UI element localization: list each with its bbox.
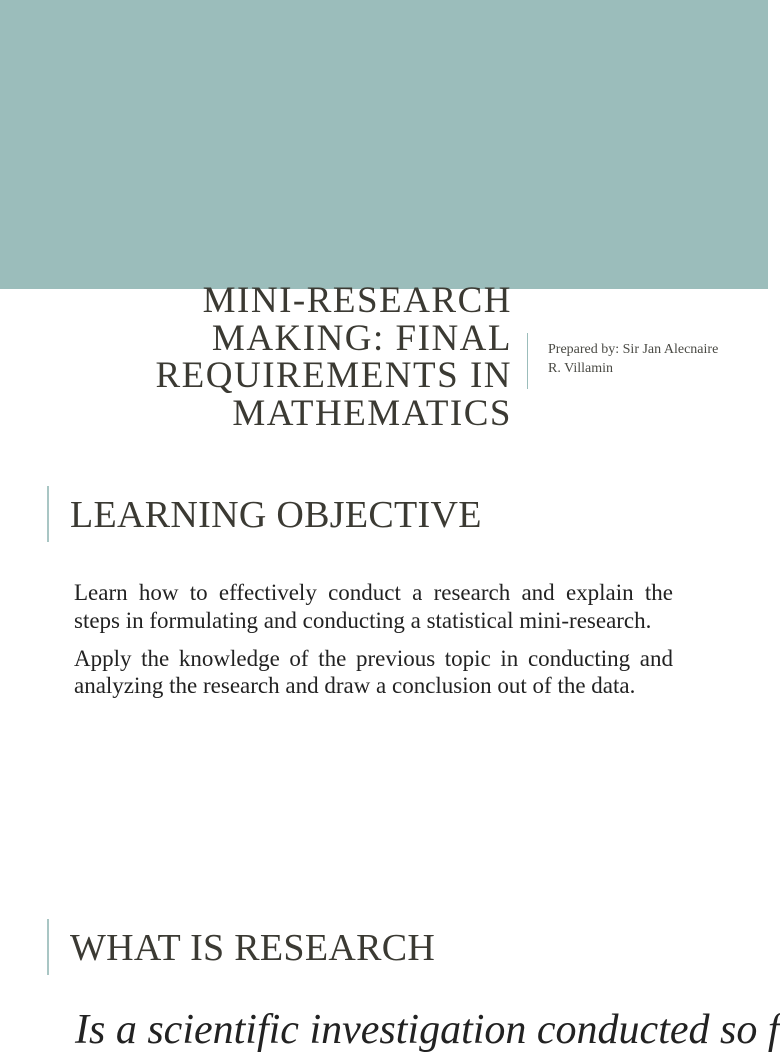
objective-paragraph: Learn how to effectively conduct a research and explain the steps in formulating and conducting a statistical mini-research. (74, 580, 673, 633)
what-is-research-heading: WHAT IS RESEARCH (70, 927, 436, 969)
prepared-by (548, 341, 758, 378)
title-slide-header-band (0, 0, 768, 289)
slide-title-line: MINI-RESEARCH (202, 280, 512, 321)
slide-title-line: MAKING: FINAL (211, 317, 512, 359)
title-divider (527, 333, 528, 389)
learning-objective-body (74, 579, 673, 710)
what-is-research-accent-bar (47, 919, 49, 975)
learning-objective-heading: LEARNING OBJECTIVE (70, 494, 482, 536)
prepared-by-line: R. Villamin (548, 360, 614, 376)
learning-objective-accent-bar (47, 486, 49, 542)
objective-paragraph: Apply the knowledge of the previous topic in conducting and analyzing the research and draw a conclusion out of the data. (74, 645, 673, 699)
prepared-by-line: Prepared by: Sir Jan Alecnaire (548, 342, 719, 357)
slide-title-line: REQUIREMENTS IN (155, 355, 512, 396)
slide-title (60, 282, 512, 432)
slide-title-line: MATHEMATICS (232, 392, 512, 434)
research-definition-text: Is a scientific investigation conducted so f (75, 1007, 780, 1053)
